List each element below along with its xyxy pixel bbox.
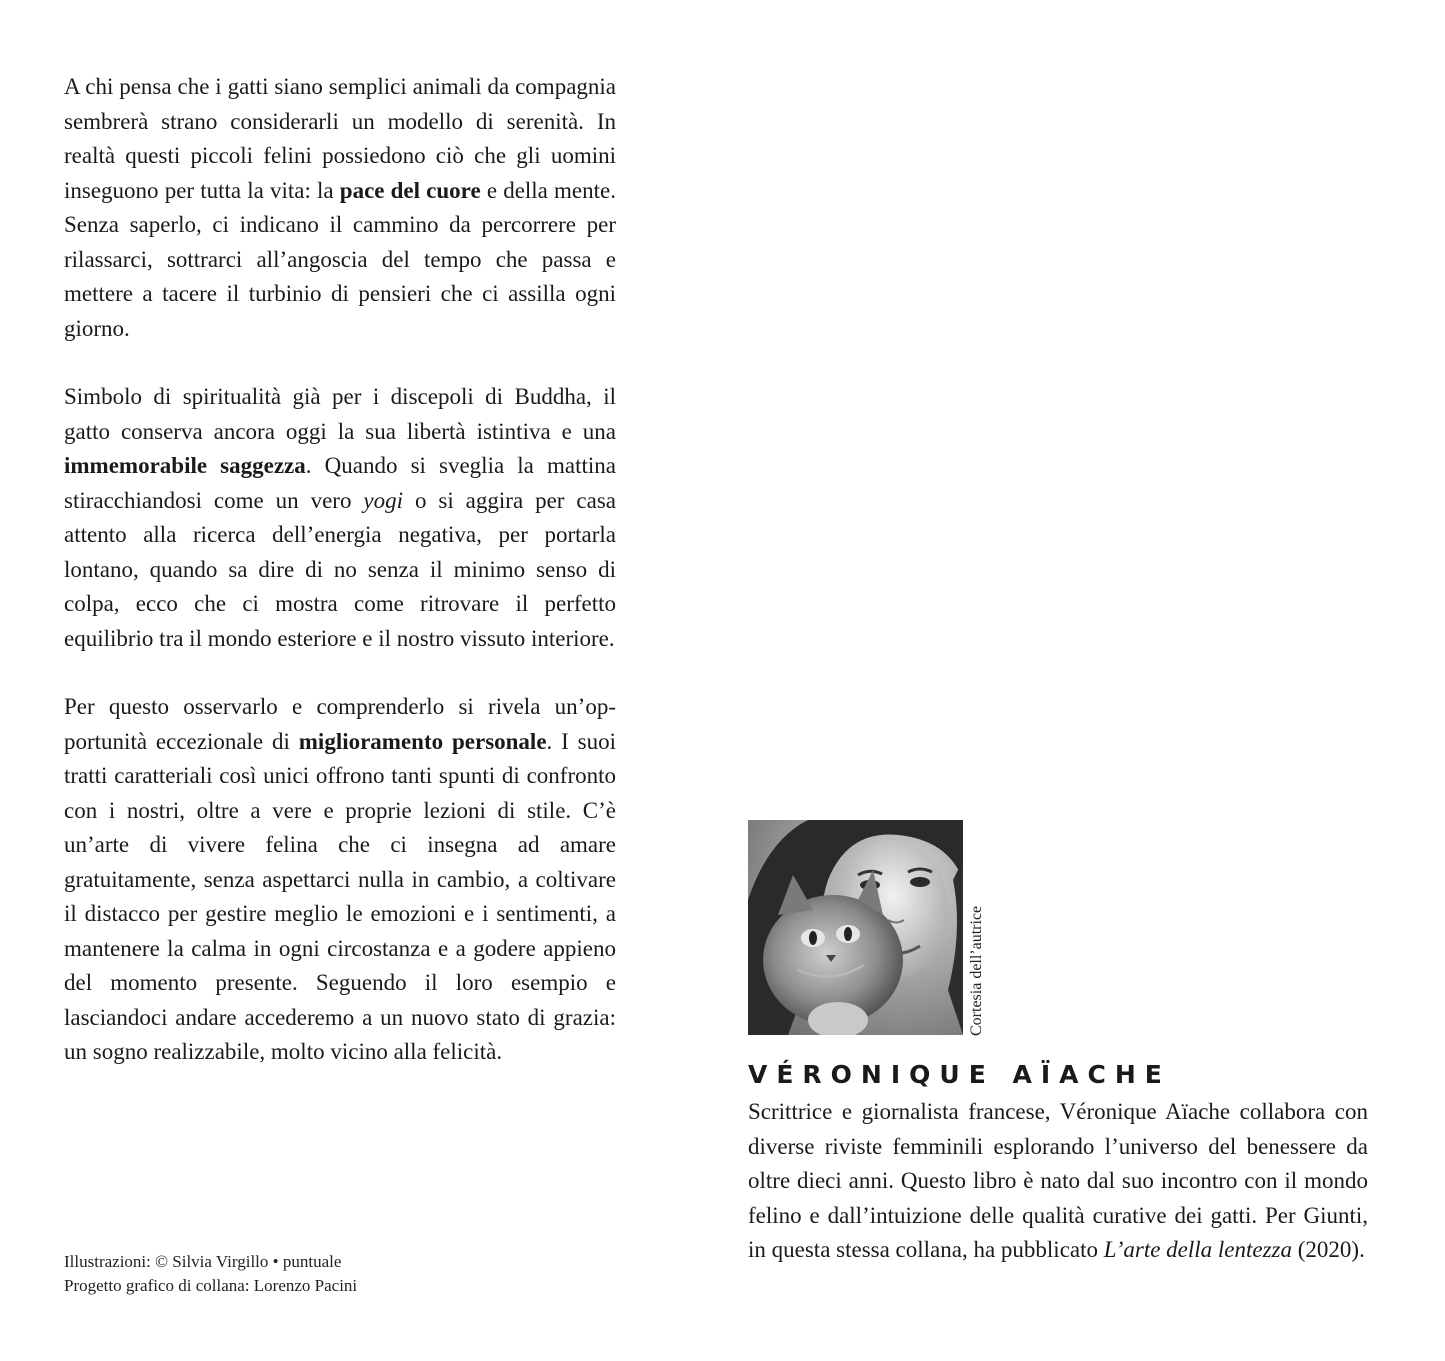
author-bio <box>748 1095 1368 1268</box>
colophon-credits <box>64 1250 357 1298</box>
paragraph-1 <box>64 70 616 346</box>
paragraph-2-before: Simbolo di spiritualità già per i discepoli di Buddha, il gatto conserva ancora oggi la sua libertà istintiva e una <box>64 384 616 444</box>
paragraph-1-highlight: pace del cuore <box>339 177 481 203</box>
paragraph-1-after: e della mente. Senza saperlo, ci indicano il cammino da percorrere per rilassarci, sottrarci all’angoscia del tempo che passa e mettere a tacere il turbinio di pensieri che ci assilla ogni giorno. <box>64 177 616 341</box>
author-bio-text: Scrittrice e giornalista francese, Véronique Aïache collabora con diverse riviste femminili esplorando l’universo del benessere da oltre dieci anni. Questo libro è nato dal suo incontro con il mondo felino e dall’intuizione delle qualità curative dei gatti. Per Giunti, in questa stessa collana, ha pubblicato <box>748 1099 1368 1262</box>
author-bio-end: (2020). <box>1292 1237 1365 1262</box>
design-credit: Progetto grafico di collana: Lorenzo Pacini <box>64 1276 358 1295</box>
paragraph-3-before: Per questo osservarlo e comprenderlo si rivela un’opportunità eccezionale di <box>64 694 616 754</box>
paragraph-2-after: o si aggira per casa attento alla ricerca dell’energia negativa, per portarla lontano, quando sa dire di no senza il minimo senso di colpa, ecco che ci mostra come ritrovare il perfetto equilibrio tra il mondo esteriore e il nostro vissuto interiore. <box>64 487 616 651</box>
author-photo <box>748 820 963 1035</box>
paragraph-2 <box>64 380 616 656</box>
paragraph-1-before: A chi pensa che i gatti siano semplici animali da compagnia sembrerà strano considerarli un modello di serenità. In realtà questi piccoli felini possiedono ciò che gli uomini inseguono per tutta la vita: la <box>64 74 616 203</box>
paragraph-2-italic: yogi <box>363 487 404 513</box>
paragraph-2-highlight: immemorabile saggezza <box>64 453 306 478</box>
paragraph-3 <box>64 690 616 1070</box>
author-book-title: L’arte della lentezza <box>1103 1237 1292 1262</box>
author-name: VÉRONIQUE AÏACHE <box>748 1060 1171 1089</box>
author-with-cat-image <box>748 820 963 1035</box>
paragraph-3-after: . I suoi tratti caratteriali così unici offrono tanti spunti di confronto con i nostri, oltre a vere e proprie lezioni di stile. C’è un’arte di vivere felina che ci insegna ad amare gratuitamente, senza aspettarci nulla in cambio, a coltivare il distacco per gestire meglio le emozioni e i sentimenti, a mantenere la calma in ogni circostanza e a godere appieno del momento presente. Seguendo il loro esempio e lasciandoci andare accederemo a un nuovo stato di grazia: un sogno realizzabile, molto vicino alla felicità. <box>64 728 617 1064</box>
paragraph-2-middle: . Quando si sveglia la mattina stiracchiandosi come un vero <box>64 453 616 513</box>
main-text-column <box>64 70 616 1104</box>
paragraph-3-highlight: miglioramento personale <box>298 728 547 754</box>
illustrations-credit: Illustrazioni: © Silvia Virgillo • puntuale <box>64 1252 342 1271</box>
photo-credit: Cortesia dell’autrice <box>968 905 985 1036</box>
